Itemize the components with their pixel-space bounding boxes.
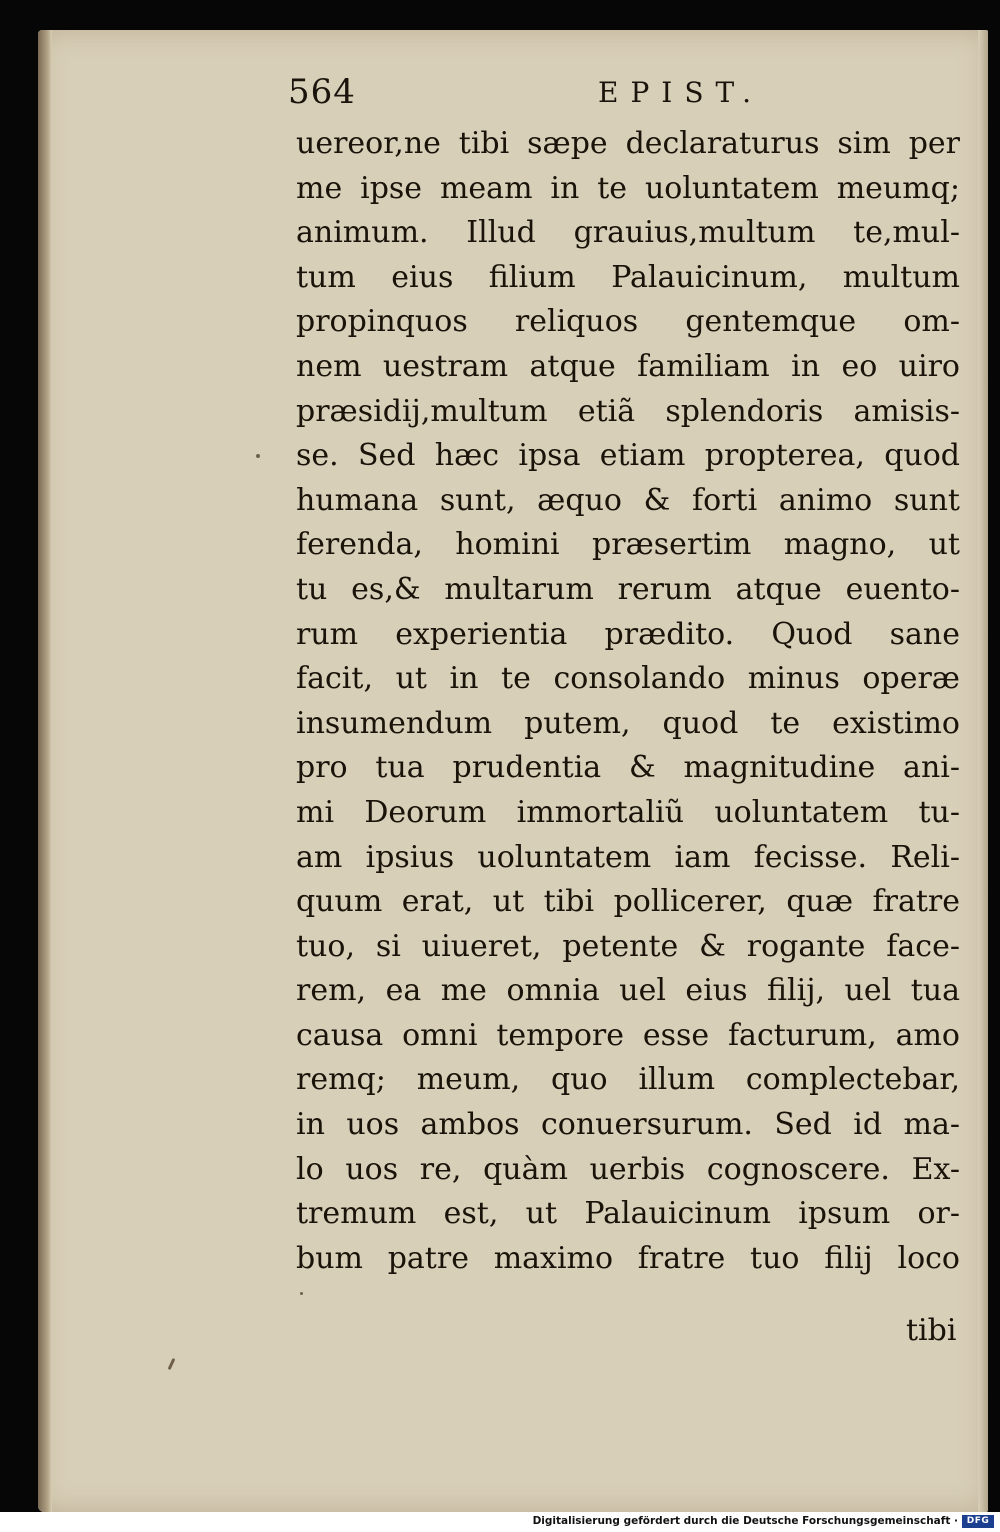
text-line: tu es,& multarum rerum atque euento- — [296, 571, 960, 607]
book-page — [38, 30, 988, 1512]
text-line: animum. Illud grauius,multum te,mul- — [296, 215, 960, 251]
paper-speck — [168, 1358, 176, 1370]
text-line: rem, ea me omnia uel eius filij, uel tua — [296, 973, 960, 1009]
text-line: insumendum putem, quod te existimo — [296, 705, 960, 741]
text-line: humana sunt, æquo & forti animo sunt — [296, 482, 960, 518]
text-line: am ipsius uoluntatem iam fecisse. Reli- — [296, 839, 960, 875]
dfg-logo: DFG — [962, 1515, 994, 1528]
text-line: bum patre maximo fratre tuo filij loco — [296, 1240, 960, 1276]
paper-speck — [300, 1292, 303, 1295]
text-line: tum eius filium Palauicinum, multum — [296, 259, 960, 295]
text-line: uereor,ne tibi sæpe declaraturus sim per — [296, 126, 960, 161]
page-outer-edge — [978, 30, 988, 1512]
running-head: EPIST. — [598, 76, 763, 109]
text-line: lo uos re, quàm uerbis cognoscere. Ex- — [296, 1151, 960, 1187]
text-line: in uos ambos conuersurum. Sed id ma- — [296, 1107, 960, 1143]
paper-speck — [256, 454, 260, 458]
digitization-footer — [0, 1512, 1000, 1532]
text-line: præsidij,multum etiã splendoris amisis- — [296, 393, 960, 429]
text-line: pro tua prudentia & magnitudine ani- — [296, 750, 960, 786]
funding-credit: Digitalisierung gefördert durch die Deutsche Forschungsgemeinschaft · — [532, 1515, 958, 1527]
text-line: propinquos reliquos gentemque om- — [296, 304, 960, 340]
text-line: nem uestram atque familiam in eo uiro — [296, 348, 960, 384]
text-line: ferenda, homini præsertim magno, ut — [296, 527, 960, 563]
text-line: causa omni tempore esse facturum, amo — [296, 1017, 960, 1053]
text-line: se. Sed hæc ipsa etiam propterea, quod — [296, 438, 960, 474]
text-line: rum experientia prædito. Quod sane — [296, 616, 960, 652]
text-line: facit, ut in te consolando minus operæ — [296, 661, 960, 697]
catchword: tibi — [906, 1313, 957, 1348]
text-line: tuo, si uiueret, petente & rogante face- — [296, 928, 960, 964]
text-line: tremum est, ut Palauicinum ipsum or- — [296, 1196, 960, 1232]
page-number: 564 — [288, 72, 356, 112]
page-binding-edge — [38, 30, 52, 1512]
text-line: me ipse meam in te uoluntatem meumq; — [296, 170, 960, 206]
text-line: remq; meum, quo illum complectebar, — [296, 1062, 960, 1098]
body-text — [296, 122, 960, 1281]
text-line: mi Deorum immortaliũ uoluntatem tu- — [296, 794, 960, 830]
text-line: quum erat, ut tibi pollicerer, quæ fratre — [296, 884, 960, 920]
page-header — [38, 72, 988, 116]
